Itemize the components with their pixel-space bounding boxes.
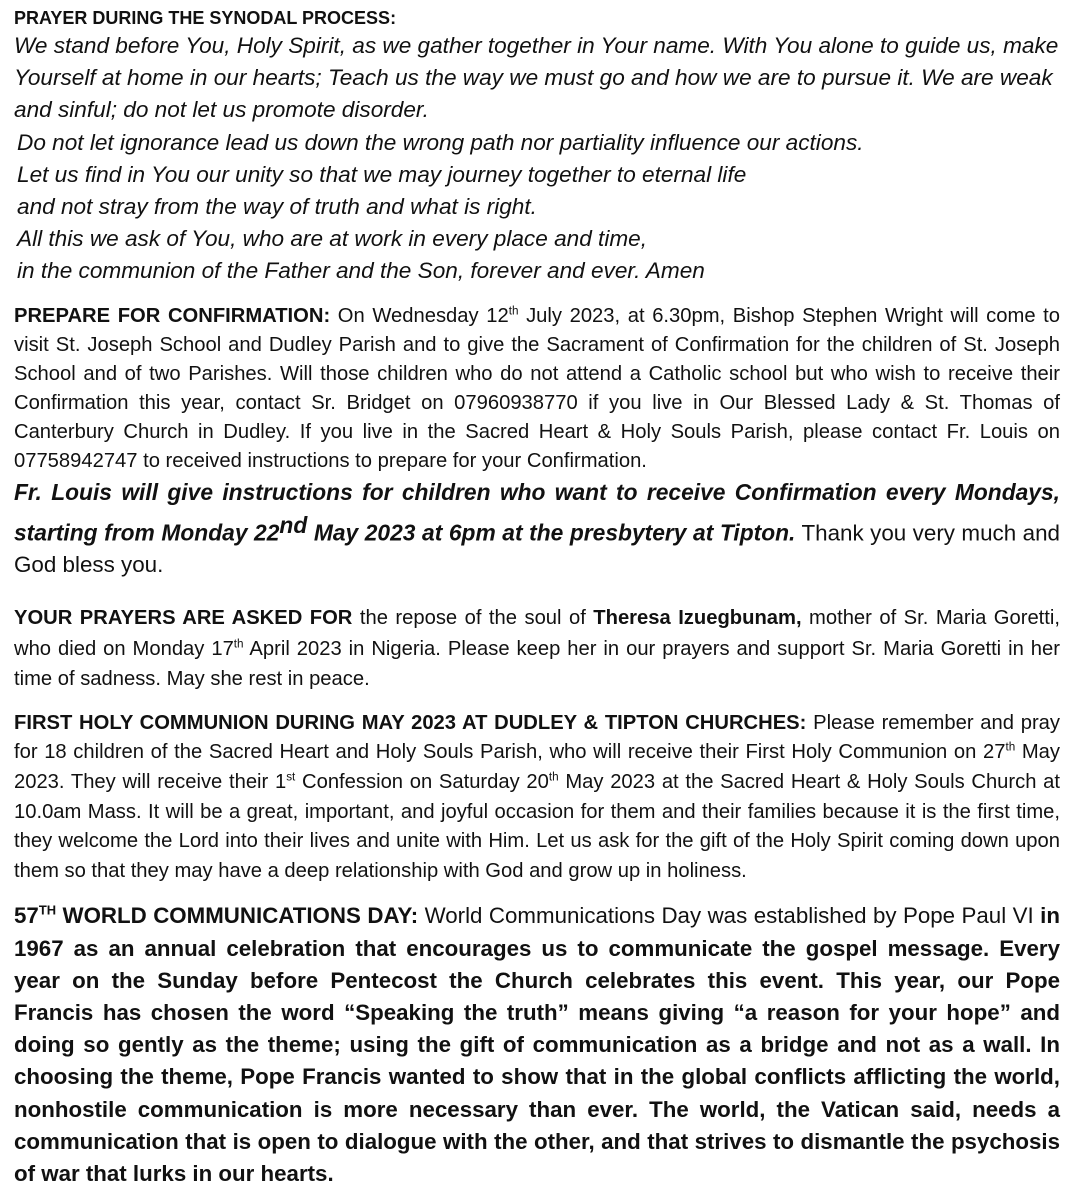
ordinal-suffix: th xyxy=(508,303,519,317)
confirmation-section xyxy=(14,302,1060,582)
communion-heading: FIRST HOLY COMMUNION DURING MAY 2023 AT DUDLEY & TIPTON CHURCHES: xyxy=(14,711,807,734)
instructions-emphasis: May 2023 at 6pm at the presbytery at Tipton. xyxy=(307,519,796,546)
prayer-line: Do not let ignorance lead us down the wrong path nor partiality influence our actions. xyxy=(17,129,864,155)
instructions-emphasis: Fr. Louis will give instructions for children who want to receive Confirmation every Mondays, starting from Monday 22 xyxy=(14,478,1060,546)
prayer-line: Let us find in You our unity so that we may journey together to eternal life xyxy=(17,161,747,187)
prayer-text xyxy=(14,30,1060,288)
communion-text: May 2023. They will receive their 1 xyxy=(14,741,1061,794)
communion-text: Please remember and pray for 18 children of the Sacred Heart and Holy Souls Parish, who will receive their First Holy Communion on 27 xyxy=(14,711,1060,764)
communion-text: May 2023 at the Sacred Heart & Holy Souls Church at 10.0am Mass. It will be a great, important, and joyful occasion for them and their families because it is the first time, they welcome the Lord into their lives and unite with Him. Let us ask for the gift of the Holy Spirit coming down upon them so that they may have a deep relationship with God and grow up in holiness. xyxy=(14,771,1061,882)
newsletter-page xyxy=(14,6,1060,1190)
prayer-line: All this we ask of You, who are at work in every place and time, xyxy=(17,226,648,252)
ordinal-suffix: th xyxy=(548,770,559,784)
closing-text: Thank you very much and God bless you. xyxy=(14,520,1060,578)
communications-day-section xyxy=(14,900,1060,1190)
prayers-asked-text: mother of Sr. Maria Goretti, who died on Monday 17 xyxy=(14,607,1060,660)
communion-text: Confession on Saturday 20 xyxy=(295,771,549,794)
confirmation-paragraph xyxy=(14,302,1060,476)
deceased-name: Theresa Izuegbunam, xyxy=(593,607,802,630)
ordinal-suffix: st xyxy=(286,770,296,784)
prayer-line: and not stray from the way of truth and what is right. xyxy=(17,194,537,220)
ordinal-suffix: th xyxy=(1005,740,1016,754)
communion-section xyxy=(14,709,1060,887)
prayers-asked-heading: YOUR PRAYERS ARE ASKED FOR xyxy=(14,607,353,630)
communications-day-text: World Communications Day was established by Pope Paul VI xyxy=(418,903,1034,929)
heading-text: WORLD COMMUNICATIONS DAY: xyxy=(56,903,419,929)
ordinal-suffix: TH xyxy=(38,903,57,918)
confirmation-text: On Wednesday 12 xyxy=(330,304,509,327)
prayer-line: in the communion of the Father and the Son, forever and ever. Amen xyxy=(17,258,705,284)
prayer-section xyxy=(14,6,1060,288)
prayers-asked-text: the repose of the soul of xyxy=(352,607,594,630)
confirmation-text: July 2023, at 6.30pm, Bishop Stephen Wright will come to visit St. Joseph School and Dudley Parish and to give the Sacrament of Confirmation for the children of St. Joseph School and of two Parishes. Will those children who do not attend a Catholic school but who wish to receive their Confirmation this year, contact Sr. Bridget on 07960938770 if you live in Our Blessed Lady & St. Thomas of Canterbury Church in Dudley. If you live in the Sacred Heart & Holy Souls Parish, please contact Fr. Louis on 07758942747 to received instructions to prepare for your Confirmation. xyxy=(14,304,1061,472)
communications-day-bold-text: in 1967 as an annual celebration that encourages us to communicate the gospel message. Every year on the Sunday before Pentecost the Church celebrates this event. This year, our Pope Francis has chosen the word “Speaking the truth” means giving “a reason for your hope” and doing so gently as the theme; using the gift of communication as a bridge and not as a wall. In choosing the theme, Pope Francis wanted to show that in the global conflicts afflicting the world, nonhostile communication is more necessary than ever. The world, the Vatican said, needs a communication that is open to dialogue with the other, and that strives to dismantle the psychosis of war that lurks in our hearts. xyxy=(14,903,1060,1187)
heading-number: 57 xyxy=(14,903,39,929)
confirmation-heading: PREPARE FOR CONFIRMATION: xyxy=(14,304,331,327)
confirmation-instructions xyxy=(14,476,1060,582)
ordinal-suffix: nd xyxy=(279,511,308,538)
prayer-line: We stand before You, Holy Spirit, as we gather together in Your name. With You alone to guide us, make Yourself at home in our hearts; Teach us the way we must go and how we are to pursue it. We are weak and sinful; do not let us promote disorder. xyxy=(14,33,1059,123)
ordinal-suffix: th xyxy=(233,637,244,651)
prayers-asked-section xyxy=(14,603,1060,695)
prayers-asked-text: April 2023 in Nigeria. Please keep her in our prayers and support Sr. Maria Goretti in her time of sadness. May she rest in peace. xyxy=(14,637,1060,691)
prayer-title: PRAYER DURING THE SYNODAL PROCESS: xyxy=(14,8,397,28)
communications-day-heading xyxy=(14,903,418,928)
